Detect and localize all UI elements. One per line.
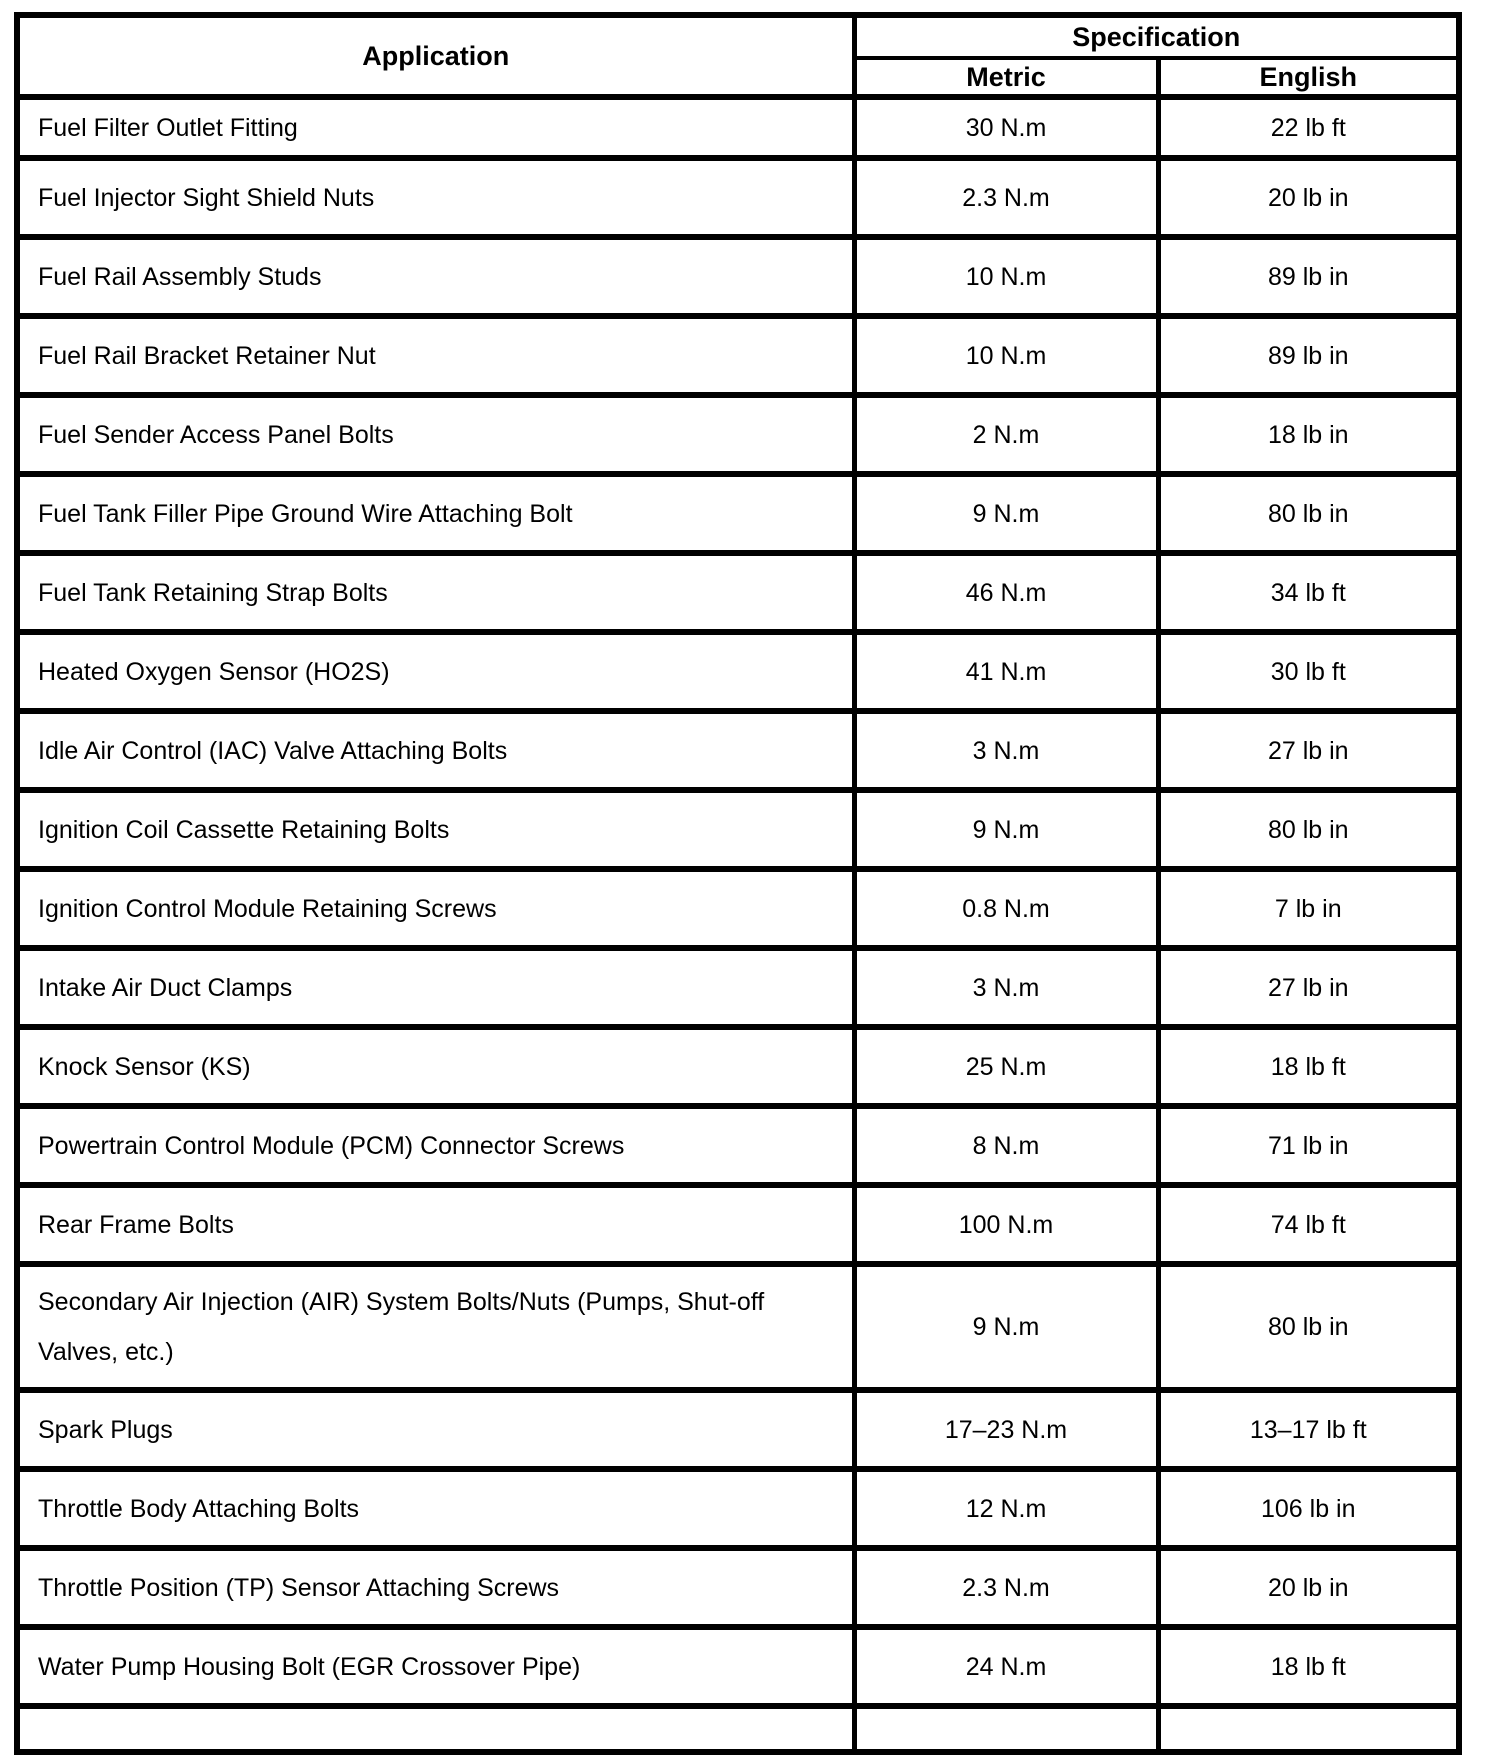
cell-metric: 9 N.m [854,790,1158,869]
table-row [17,237,1459,316]
cell-english: 74 lb ft [1158,1185,1459,1264]
cell-metric: 9 N.m [854,1264,1158,1390]
table-row [17,158,1459,237]
cell-english: 89 lb in [1158,237,1459,316]
cell-english: 106 lb in [1158,1469,1459,1548]
table-row-partial [17,1706,1459,1752]
table-row [17,869,1459,948]
cell-english: 18 lb in [1158,395,1459,474]
cell-english: 80 lb in [1158,790,1459,869]
cell-application: Throttle Position (TP) Sensor Attaching Screws [17,1548,854,1627]
cell-metric: 2.3 N.m [854,1548,1158,1627]
cell-application: Fuel Injector Sight Shield Nuts [17,158,854,237]
cell-english: 34 lb ft [1158,553,1459,632]
cell-empty [17,1706,854,1752]
table-row [17,1469,1459,1548]
cell-metric: 24 N.m [854,1627,1158,1706]
cell-english: 13–17 lb ft [1158,1390,1459,1469]
cell-english: 89 lb in [1158,316,1459,395]
table-row [17,553,1459,632]
cell-application: Ignition Coil Cassette Retaining Bolts [17,790,854,869]
cell-empty [1158,1706,1459,1752]
cell-metric: 2 N.m [854,395,1158,474]
cell-application: Fuel Rail Assembly Studs [17,237,854,316]
cell-application: Heated Oxygen Sensor (HO2S) [17,632,854,711]
cell-english: 27 lb in [1158,711,1459,790]
cell-english: 27 lb in [1158,948,1459,1027]
table-body [17,97,1459,1752]
cell-application: Fuel Tank Retaining Strap Bolts [17,553,854,632]
column-header-english: English [1158,58,1459,97]
cell-application: Fuel Tank Filler Pipe Ground Wire Attaching Bolt [17,474,854,553]
cell-metric: 30 N.m [854,97,1158,158]
cell-application: Ignition Control Module Retaining Screws [17,869,854,948]
cell-english: 20 lb in [1158,1548,1459,1627]
cell-application: Idle Air Control (IAC) Valve Attaching Bolts [17,711,854,790]
table-row [17,1264,1459,1390]
cell-application: Water Pump Housing Bolt (EGR Crossover Pipe) [17,1627,854,1706]
table-row [17,1185,1459,1264]
cell-english: 18 lb ft [1158,1027,1459,1106]
cell-application: Intake Air Duct Clamps [17,948,854,1027]
table-row [17,1548,1459,1627]
cell-english: 22 lb ft [1158,97,1459,158]
cell-metric: 10 N.m [854,316,1158,395]
column-header-application: Application [17,15,854,97]
cell-metric: 2.3 N.m [854,158,1158,237]
table-row [17,1627,1459,1706]
table-row [17,316,1459,395]
table-row [17,948,1459,1027]
cell-metric: 3 N.m [854,948,1158,1027]
torque-spec-table [14,12,1462,1755]
table-row [17,1106,1459,1185]
table-row [17,97,1459,158]
cell-application: Fuel Filter Outlet Fitting [17,97,854,158]
cell-metric: 3 N.m [854,711,1158,790]
table-row [17,474,1459,553]
cell-empty [854,1706,1158,1752]
header-row-top [17,15,1459,58]
cell-metric: 10 N.m [854,237,1158,316]
column-header-specification: Specification [854,15,1459,58]
cell-metric: 41 N.m [854,632,1158,711]
cell-application: Throttle Body Attaching Bolts [17,1469,854,1548]
cell-english: 80 lb in [1158,474,1459,553]
table-header [17,15,1459,97]
table-row [17,632,1459,711]
cell-metric: 9 N.m [854,474,1158,553]
cell-english: 80 lb in [1158,1264,1459,1390]
cell-english: 18 lb ft [1158,1627,1459,1706]
cell-metric: 25 N.m [854,1027,1158,1106]
cell-english: 30 lb ft [1158,632,1459,711]
cell-english: 71 lb in [1158,1106,1459,1185]
table-row [17,711,1459,790]
cell-metric: 12 N.m [854,1469,1158,1548]
cell-english: 20 lb in [1158,158,1459,237]
table-row [17,395,1459,474]
cell-metric: 17–23 N.m [854,1390,1158,1469]
table-row [17,1390,1459,1469]
cell-application: Secondary Air Injection (AIR) System Bolts/Nuts (Pumps, Shut-off Valves, etc.) [17,1264,854,1390]
cell-application: Rear Frame Bolts [17,1185,854,1264]
cell-application: Fuel Sender Access Panel Bolts [17,395,854,474]
cell-application: Knock Sensor (KS) [17,1027,854,1106]
table-row [17,1027,1459,1106]
cell-english: 7 lb in [1158,869,1459,948]
cell-metric: 46 N.m [854,553,1158,632]
column-header-metric: Metric [854,58,1158,97]
cell-application: Fuel Rail Bracket Retainer Nut [17,316,854,395]
table-row [17,790,1459,869]
cell-metric: 8 N.m [854,1106,1158,1185]
cell-metric: 0.8 N.m [854,869,1158,948]
cell-application: Spark Plugs [17,1390,854,1469]
cell-application: Powertrain Control Module (PCM) Connector Screws [17,1106,854,1185]
cell-metric: 100 N.m [854,1185,1158,1264]
